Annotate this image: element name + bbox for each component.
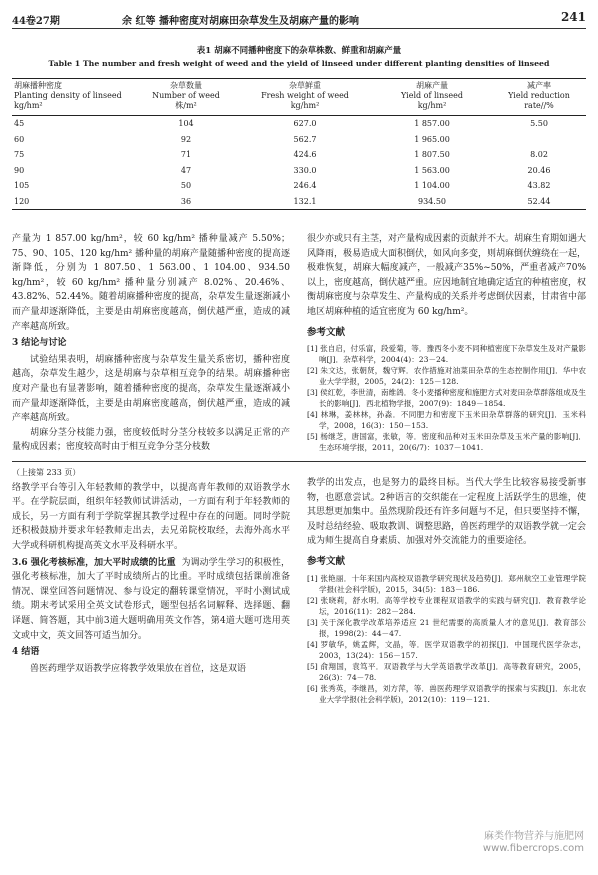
- assessment-body: 为调动学生学习的积极性，强化考核标准，加大了平时成绩所占的比重。平时成绩包括课前准备情况、课堂回答问题情况、参与设定的翻转课堂情况，平时小测试成绩。期末考试采用全英文试卷形式，题型包括名词解释、选择题、翻译题、简答题，其中前3道大题明确用英文作答，第4道大题可选用英文或中文，英文回答可适当加分。: [12, 557, 290, 641]
- page-number: 241: [560, 10, 586, 24]
- watermark-url: www.fibercrops.com: [482, 843, 584, 854]
- table-row: 105 50 246.4 1 104.00 43.82: [14, 181, 551, 191]
- col-header-reduction: 减产率 Yield reduction rate//%: [508, 81, 570, 110]
- watermark-cn: 麻类作物营养与施肥网: [484, 831, 584, 842]
- reference-item: [3] 侯红乾，李世清，南维鸽．冬小麦播种密度和施肥方式对麦田杂草群落组成及生长的影响[J]．西北植物学报，2007(9)：1849－1854.: [307, 388, 586, 409]
- reference-item: [2] 朱文达，张朝贤，魏守辉．农作措施对油菜田杂草的生态控制作用[J]．华中农业大学学报，2005，24(2)：125－128.: [307, 366, 586, 387]
- table-caption-cn: 表1 胡麻不同播种密度下的杂草株数、鲜重和胡麻产量: [196, 46, 402, 56]
- table-row: 75 71 424.6 1 807.50 8.02: [14, 150, 548, 160]
- section-heading-summary: 4 结语: [12, 647, 40, 658]
- reference-item: [5] 杨继芝，唐国富，张敏，等．密度和品种对玉米田杂草及玉米产量的影响[J]．生态环境学报，2011，20(6/7)：1037－1041.: [307, 432, 586, 453]
- col-header-weed-weight: 杂草鲜重 Fresh weight of weed kg/hm²: [261, 81, 349, 110]
- discussion-paragraph: 很少亦或只有主茎，对产量构成因素的贡献并不大。胡麻生育期如遇大风降雨，极易造成大面积倒伏，如风向多变，则胡麻倒伏缠绕在一起，极难恢复，胡麻大幅度减产，一般减产35%~50%，严重者减产70%以上，密度越高，倒伏越严重。应因地制宜地确定适宜的种植密度，权衡胡麻密度与杂草发生、产量构成的关系并考虑倒伏因素，甘肃省中部地区胡麻种植的适宜密度为 60 kg/hm²。: [307, 234, 587, 317]
- references-heading: 参考文献: [307, 326, 346, 338]
- reference-item: [6] 张秀英，李继昌，刘方萍，等．兽医药理学双语教学的探索与实践[J]．东北农业大学学报(社会科学版)，2012(10)：119－121.: [307, 683, 586, 704]
- summary-paragraph: 兽医药理学双语教学应将教学效果放在首位，这是双语: [30, 663, 247, 674]
- col-header-yield: 胡麻产量 Yield of linseed kg/hm²: [401, 81, 463, 110]
- data-table: [12, 78, 586, 210]
- table-row: 120 36 132.1 934.50 52.44: [12, 194, 586, 210]
- article-divider: [12, 461, 586, 462]
- subsection-heading-assessment: 3.6 强化考核标准，加大平时成绩的比重: [12, 557, 176, 568]
- reference-item: [1] 张艳丽．十年来国内高校双语教学研究现状及趋势[J]．郑州航空工业管理学院学报(社会科学版)，2015，34(5)：183－186.: [307, 573, 586, 594]
- reference-item: [5] 俞翔国，袁笃平．双语教学与大学英语教学改革[J]．高等教育研究，2005，26(3)：74－78.: [307, 661, 586, 682]
- upper-left-column: [12, 232, 290, 455]
- teaching-paragraph: 络教学平台等引入年轻教师的教学中，以提高青年教师的双语教学水平。在学院层面，组织年轻教师试讲活动，一方面有利于年轻教师的成长，另一方面有利于学院掌握其教学过程中存在的问题。同时学院还积极鼓励并要求年轻教师走出去，去兄弟院校取经，去海外高水平大学或科研机构提高英文水平及科研水平。: [12, 482, 290, 551]
- volume-issue: 44卷27期: [12, 16, 60, 27]
- reference-item: [4] 林琳，姜林林，孙淼．不同肥力和密度下玉米田杂草群落的研究[J]．玉米科学，2008，16(3)：150－153.: [307, 410, 586, 431]
- col-header-density: 胡麻播种密度 Planting density of linseed kg/hm²: [14, 81, 122, 110]
- table-row: 90 47 330.0 1 563.00 20.46: [14, 165, 551, 175]
- table-row: 45 104 627.0 1 857.00 5.50: [14, 119, 548, 129]
- table-row: 60 92 562.7 1 965.00: [14, 134, 450, 144]
- table-caption-en: Table 1 The number and fresh weight of weed and the yield of linseed under different planting densities of linseed: [48, 59, 550, 68]
- upper-right-column: [307, 232, 586, 453]
- reference-list: [307, 343, 586, 453]
- running-title: 余 红等 播种密度对胡麻田杂草发生及胡麻产量的影响: [122, 16, 359, 27]
- results-paragraph: 产量为 1 857.00 kg/hm²，较 60 kg/hm² 播种量减产 5.50%；75、90、105、120 kg/hm² 播种量的胡麻产量随播种密度的提高逐渐降低，分别为 1 807.50、1 563.00、1 104.00、934.50 kg/hm²，较 60 kg/hm² 播种量分别减产 8.02%、20.46%、43.82%、52.44%。随着胡麻播种密度的提高，杂草发生量逐渐减小而产量却逐渐降低，主要是由胡麻密度越高，倒伏越严重，造成的减产率越高所致。: [12, 234, 290, 332]
- lower-left-column: [12, 466, 290, 676]
- running-header: [12, 6, 586, 29]
- reference-list-2: [307, 573, 586, 705]
- col-header-weed-number: 杂草数量 Number of weed 株/m²: [152, 81, 220, 110]
- reference-item: [4] 罗敏华，姚孟辉，文晶，等．医学双语教学的初探[J]．中国现代医学杂志，2003，13(24)：156－157.: [307, 639, 586, 660]
- reference-item: [3] 关于深化教学改革培养适应 21 世纪需要的高质量人才的意见[J]．教育部公报，1998(2)：44－47.: [307, 617, 586, 638]
- reference-item: [1] 张自启，付乐富，段爱菊，等．豫西冬小麦不同种植密度下杂草发生及对产量影响[J]．杂草科学，2004(4)：23－24.: [307, 344, 586, 365]
- continuation-note: （上接第 233 页）: [12, 468, 81, 477]
- table-header-row: [12, 79, 586, 116]
- summary-continued-paragraph: 教学的出发点，也是努力的最终目标。当代大学生比较容易接受新事物，也愿意尝试。2种语言的交织能在一定程度上活跃学生的思维，使其思想更加集中。虽然现阶段还有许多问题与不足，但只要坚持不懈，及时总结经验、吸取教训、调整思路，兽医药理学的双语教学就一定会成为师生提高自身素质、加强对外交流能力的重要途径。: [307, 478, 587, 547]
- assessment-paragraph: [12, 556, 290, 644]
- section-heading-conclusion: 3 结论与讨论: [12, 338, 67, 349]
- lower-right-column: [307, 476, 586, 705]
- conclusion-paragraph-1: 试验结果表明，胡麻播种密度与杂草发生量关系密切，播种密度越高，杂草发生越少，这是胡麻与杂草相互竞争的结果。胡麻播种密度对产量也有显著影响，随着播种密度的提高，杂草发生量逐渐减小而产量却逐渐降低，主要是由胡麻密度越高，倒伏越严重，造成的减产率越高所致。: [12, 354, 290, 424]
- conclusion-paragraph-2: 胡麻分茎分枝能力强，密度较低时分茎分枝较多以满足正常的产量构成因素；密度较高时由于相互竞争分茎分枝数: [12, 427, 290, 453]
- reference-item: [2] 张晓莉，舒水明．高等学校专业课程双语教学的实践与研究[J]．教育教学论坛，2016(11)：282－284.: [307, 595, 586, 616]
- watermark: [483, 831, 584, 855]
- references-heading-2: 参考文献: [307, 555, 346, 567]
